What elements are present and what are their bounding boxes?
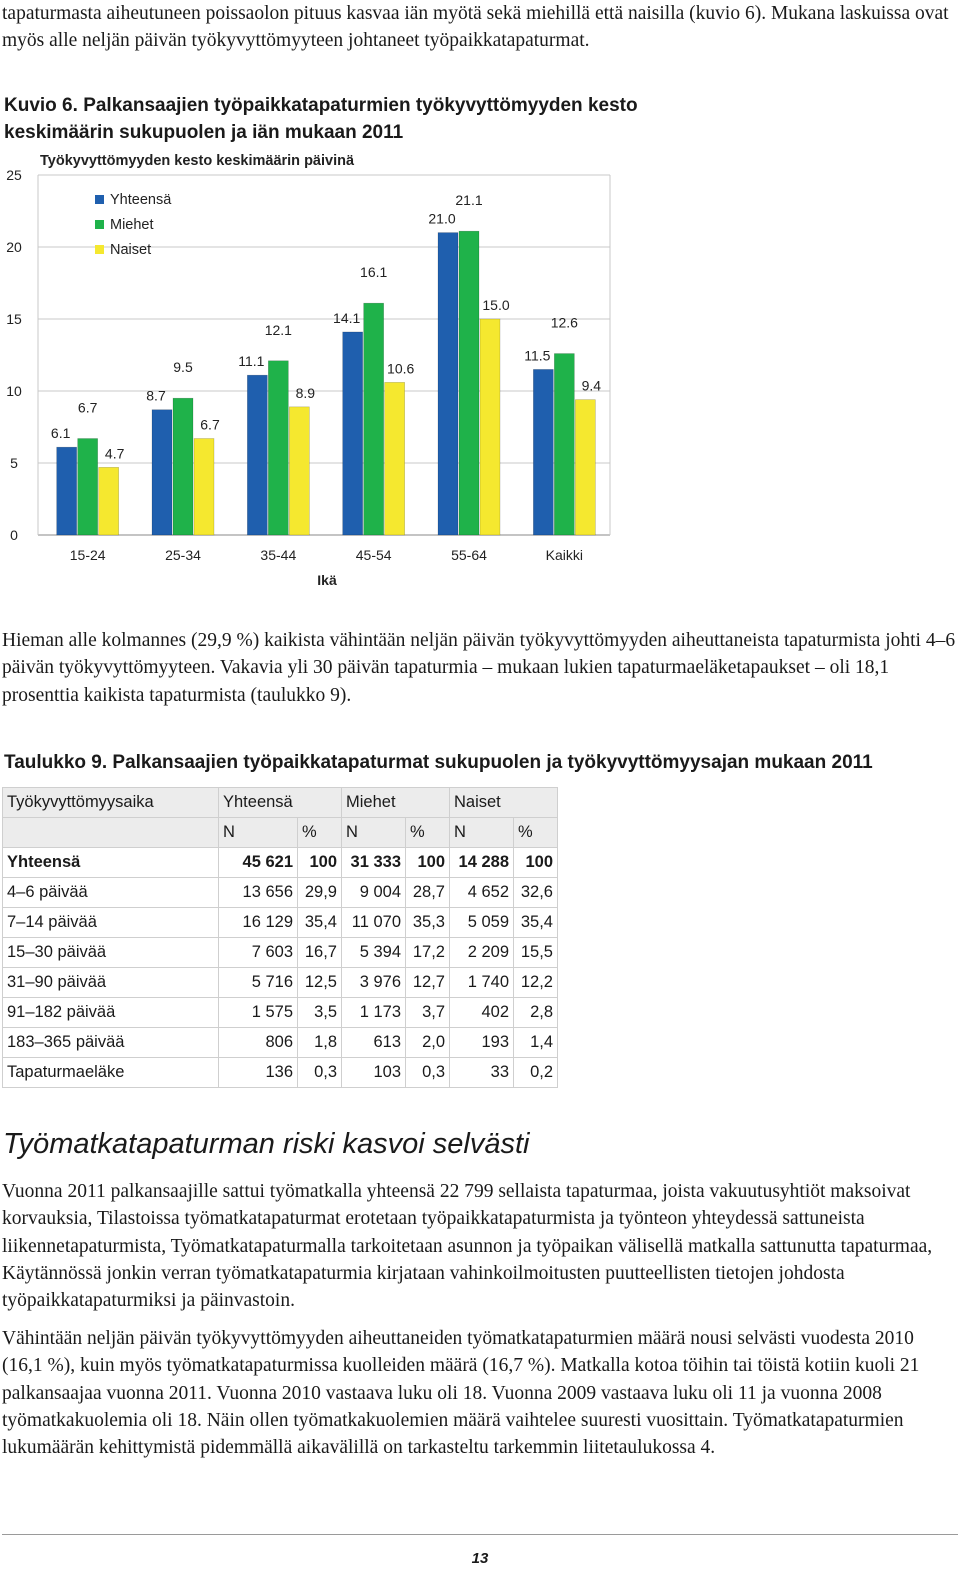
legend-label: Yhteensä bbox=[110, 192, 172, 208]
bar bbox=[173, 398, 193, 535]
table-cell: 1 575 bbox=[219, 998, 298, 1028]
x-tick-label: 35-44 bbox=[260, 547, 297, 563]
bar-chart bbox=[0, 148, 640, 598]
table-header-row bbox=[3, 788, 558, 818]
bar bbox=[438, 233, 458, 535]
legend-label: Miehet bbox=[110, 217, 154, 233]
header-cell: Miehet bbox=[342, 788, 450, 818]
table-cell: 4 652 bbox=[450, 878, 514, 908]
table-cell: 5 059 bbox=[450, 908, 514, 938]
bar bbox=[99, 467, 119, 535]
table-subheader-row bbox=[3, 818, 558, 848]
bar bbox=[575, 400, 595, 535]
table-cell: 1 740 bbox=[450, 968, 514, 998]
table-cell: 613 bbox=[342, 1028, 406, 1058]
section-heading: Työmatkatapaturman riski kasvoi selvästi bbox=[3, 1128, 530, 1160]
table-cell: 35,4 bbox=[298, 908, 342, 938]
y-tick-label: 5 bbox=[10, 455, 18, 471]
table-cell: 16,7 bbox=[298, 938, 342, 968]
table-row bbox=[3, 968, 558, 998]
bar bbox=[57, 447, 77, 535]
table-cell: 11 070 bbox=[342, 908, 406, 938]
bar-value-label: 15.0 bbox=[482, 297, 510, 313]
header-cell: N bbox=[450, 818, 514, 848]
table-cell: 100 bbox=[406, 848, 450, 878]
table-cell: 12,2 bbox=[514, 968, 558, 998]
table-cell: 3 976 bbox=[342, 968, 406, 998]
header-cell: N bbox=[219, 818, 298, 848]
y-tick-label: 20 bbox=[6, 239, 22, 255]
table-row bbox=[3, 848, 558, 878]
bar bbox=[268, 361, 288, 535]
x-axis-label: Ikä bbox=[317, 572, 337, 588]
table-cell: 12,5 bbox=[298, 968, 342, 998]
y-tick-label: 15 bbox=[6, 311, 22, 327]
injury-table bbox=[2, 787, 558, 1088]
header-cell: N bbox=[342, 818, 406, 848]
table-cell: 183–365 päivää bbox=[3, 1028, 219, 1058]
table-caption bbox=[4, 749, 960, 776]
bar bbox=[289, 407, 309, 535]
table-cell: 33 bbox=[450, 1058, 514, 1088]
table-cell: 2,0 bbox=[406, 1028, 450, 1058]
table-row bbox=[3, 938, 558, 968]
figure-caption bbox=[4, 92, 664, 146]
table-cell: 2,8 bbox=[514, 998, 558, 1028]
table-cell: 28,7 bbox=[406, 878, 450, 908]
table-cell: 5 716 bbox=[219, 968, 298, 998]
table-cell: 16 129 bbox=[219, 908, 298, 938]
header-cell: % bbox=[514, 818, 558, 848]
y-tick-label: 10 bbox=[6, 383, 22, 399]
bar-value-label: 6.7 bbox=[200, 416, 220, 433]
table-cell: 15–30 päivää bbox=[3, 938, 219, 968]
table-cell: 3,7 bbox=[406, 998, 450, 1028]
section-paragraph-2: Vähintään neljän päivän työkyvyttömyyden aiheuttaneiden työmatkatapaturmien määrä nousi selvästi vuodesta 2010 (16,1 %), kuin myös työmatkatapaturmissa kuolleiden määrä (16,7 %). Matkalla kotoa töihin tai töistä kotiin kuoli 21 palkansaajaa vuonna 2011. Vuonna 2010 vastaava luku oli 18. Vuonna 2009 vastaava luku oli 11 ja vuonna 2008 työmatkakuolemia oli 18. Näin ollen työmatkakuolemien määrä vaihtelee suuresti vuosittain. Työmatkatapaturmien lukumäärän kehittymistä pidemmällä aikavälillä on tarkasteltu tarkemmin liitetaulukossa 4. bbox=[2, 1328, 920, 1459]
table-cell: 100 bbox=[298, 848, 342, 878]
y-tick-label: 0 bbox=[10, 527, 18, 543]
y-tick-label: 25 bbox=[6, 167, 22, 183]
table-cell: 100 bbox=[514, 848, 558, 878]
table-cell: 0,3 bbox=[406, 1058, 450, 1088]
bar bbox=[459, 231, 479, 535]
table-row bbox=[3, 878, 558, 908]
paragraph-after-chart: Hieman alle kolmannes (29,9 %) kaikista vähintään neljän päivän työkyvyttömyyden aiheuttaneista tapaturmista johti 4–6 päivän työkyvyttömyyteen. Vakavia yli 30 päivän tapaturmia – mukaan lukien tapaturmaeläketapaukset – oli 18,1 prosenttia kaikista tapaturmista (taulukko 9). bbox=[2, 630, 956, 706]
table-cell: 13 656 bbox=[219, 878, 298, 908]
table-cell: 1,8 bbox=[298, 1028, 342, 1058]
chart-legend bbox=[95, 192, 172, 258]
x-tick-label: 55-64 bbox=[451, 547, 487, 563]
footer-divider bbox=[2, 1534, 958, 1535]
table-cell: 2 209 bbox=[450, 938, 514, 968]
section-paragraph-1: Vuonna 2011 palkansaajille sattui työmatkalla yhteensä 22 799 sellaista tapaturmaa, joista vakuutusyhtiöt maksoivat korvauksia, Tilastoissa työmatkatapaturmat erotetaan työpaikkatapaturmista ja työnteon yhteydessä sattuneista liikennetapaturmista, Työmatkatapaturmalla tarkoitetaan asunnon ja työpaikan välisellä matkalla sattunutta tapaturmaa, Käytännössä jonkin verran työmatkatapaturmia kirjataan vahinkoilmoitusten puutteellisten tietojen johdosta työpaikkatapaturmiksi ja päinvastoin. bbox=[2, 1181, 933, 1312]
bar-value-label: 9.4 bbox=[581, 377, 602, 394]
table-cell: 0,3 bbox=[298, 1058, 342, 1088]
legend-swatch bbox=[95, 245, 104, 254]
header-cell: % bbox=[298, 818, 342, 848]
header-cell: % bbox=[406, 818, 450, 848]
bar bbox=[78, 439, 98, 535]
table-cell: 31 333 bbox=[342, 848, 406, 878]
table-cell: Yhteensä bbox=[3, 848, 219, 878]
table-cell: 7 603 bbox=[219, 938, 298, 968]
table-cell: 4–6 päivää bbox=[3, 878, 219, 908]
table-cell: 1,4 bbox=[514, 1028, 558, 1058]
table-label: Taulukko 9. bbox=[4, 752, 108, 773]
bar-value-label: 6.1 bbox=[50, 425, 71, 442]
table-cell: 103 bbox=[342, 1058, 406, 1088]
table-cell: 9 004 bbox=[342, 878, 406, 908]
bar bbox=[533, 369, 553, 535]
table-cell: 91–182 päivää bbox=[3, 998, 219, 1028]
table-row bbox=[3, 908, 558, 938]
x-tick-label: 45-54 bbox=[355, 547, 392, 563]
figure-label: Kuvio 6. bbox=[4, 95, 78, 116]
table-cell: 136 bbox=[219, 1058, 298, 1088]
table-cell: 29,9 bbox=[298, 878, 342, 908]
x-axis-ticks bbox=[70, 547, 583, 563]
bar-value-label: 4.7 bbox=[104, 445, 125, 462]
bar-value-label: 14.1 bbox=[333, 309, 361, 326]
table-cell: 45 621 bbox=[219, 848, 298, 878]
legend-label: Naiset bbox=[110, 242, 152, 258]
x-tick-label: 15-24 bbox=[69, 547, 106, 563]
bar-value-label: 16.1 bbox=[360, 264, 388, 281]
legend-swatch bbox=[95, 195, 104, 204]
bar-value-label: 9.5 bbox=[173, 359, 193, 376]
y-axis-ticks bbox=[6, 167, 22, 543]
bar-value-label: 6.7 bbox=[77, 399, 98, 416]
figure-title: Palkansaajien työpaikkatapaturmien työkyvyttömyyden kesto keskimäärin sukupuolen ja iän mukaan 2011 bbox=[4, 95, 638, 143]
table-cell: 806 bbox=[219, 1028, 298, 1058]
table-row bbox=[3, 1028, 558, 1058]
table-title: Palkansaajien työpaikkatapaturmat sukupuolen ja työkyvyttömyysajan mukaan 2011 bbox=[112, 752, 873, 773]
bar-value-label: 11.5 bbox=[524, 347, 551, 364]
bar bbox=[194, 439, 214, 535]
bar bbox=[385, 382, 405, 535]
table-cell: 7–14 päivää bbox=[3, 908, 219, 938]
table-cell: 35,4 bbox=[514, 908, 558, 938]
table-cell: Tapaturmaeläke bbox=[3, 1058, 219, 1088]
bar bbox=[343, 332, 363, 535]
table-row bbox=[3, 1058, 558, 1088]
table-cell: 3,5 bbox=[298, 998, 342, 1028]
header-cell: Naiset bbox=[450, 788, 558, 818]
table-row bbox=[3, 998, 558, 1028]
bar bbox=[480, 319, 500, 535]
chart-title: Työkyvyttömyyden kesto keskimäärin päivinä bbox=[40, 153, 355, 169]
table-cell: 5 394 bbox=[342, 938, 406, 968]
header-cell bbox=[3, 818, 219, 848]
header-cell: Yhteensä bbox=[219, 788, 342, 818]
table-cell: 14 288 bbox=[450, 848, 514, 878]
bar-value-label: 12.6 bbox=[550, 314, 578, 331]
table-cell: 12,7 bbox=[406, 968, 450, 998]
bar bbox=[247, 375, 267, 535]
legend-swatch bbox=[95, 220, 104, 229]
bar-value-label: 8.9 bbox=[295, 384, 316, 401]
table-cell: 1 173 bbox=[342, 998, 406, 1028]
table-cell: 31–90 päivää bbox=[3, 968, 219, 998]
bar bbox=[554, 354, 574, 535]
table-cell: 0,2 bbox=[514, 1058, 558, 1088]
table-cell: 17,2 bbox=[406, 938, 450, 968]
bar-value-label: 21.0 bbox=[428, 210, 456, 227]
bar-value-label: 21.1 bbox=[455, 192, 483, 209]
header-cell: Työkyvyttömyysaika bbox=[3, 788, 219, 818]
x-tick-label: Kaikki bbox=[545, 547, 584, 563]
x-tick-label: 25-34 bbox=[165, 547, 201, 563]
bar-value-label: 11.1 bbox=[238, 353, 265, 370]
intro-paragraph: tapaturmasta aiheutuneen poissaolon pituus kasvaa iän myötä sekä miehillä että naisilla (kuvio 6). Mukana laskuissa ovat myös alle neljän päivän työkyvyttömyyteen johtaneet työpaikkatapaturmat. bbox=[2, 3, 949, 52]
bar bbox=[152, 410, 172, 535]
bar-value-label: 10.6 bbox=[387, 360, 415, 377]
bar-value-label: 8.7 bbox=[146, 387, 166, 404]
bar-value-label: 12.1 bbox=[264, 321, 292, 338]
bar bbox=[364, 303, 384, 535]
table-cell: 402 bbox=[450, 998, 514, 1028]
table-cell: 32,6 bbox=[514, 878, 558, 908]
page-number: 13 bbox=[471, 1550, 489, 1567]
chart-bars bbox=[57, 231, 596, 535]
table-cell: 35,3 bbox=[406, 908, 450, 938]
table-cell: 193 bbox=[450, 1028, 514, 1058]
table-cell: 15,5 bbox=[514, 938, 558, 968]
